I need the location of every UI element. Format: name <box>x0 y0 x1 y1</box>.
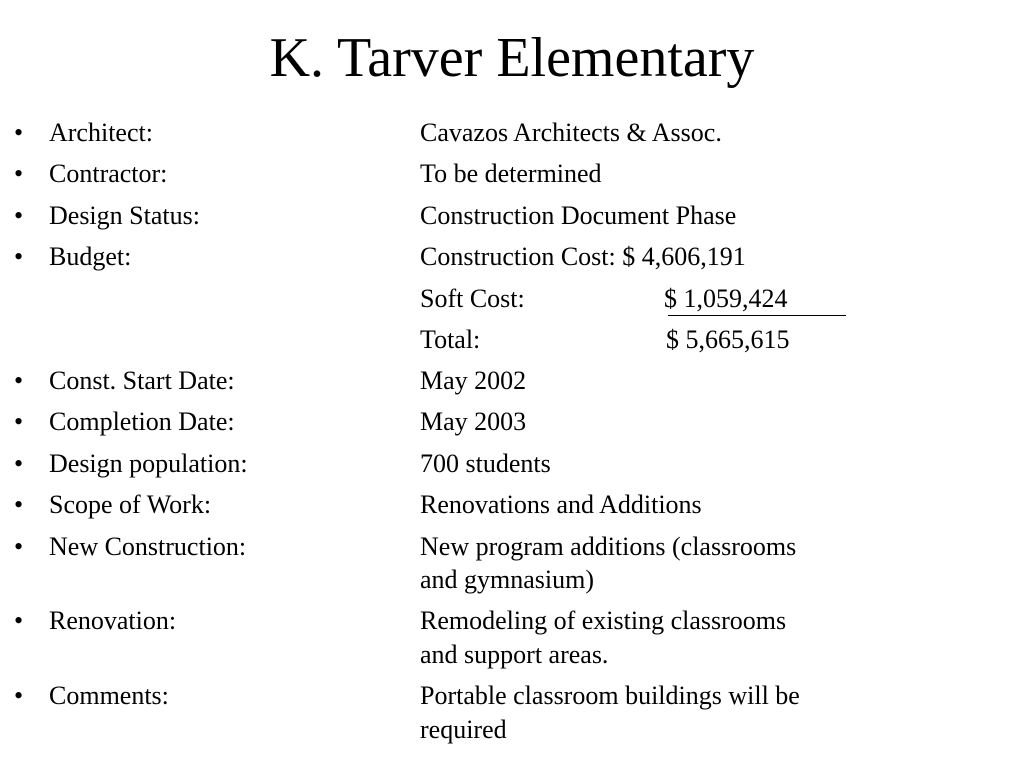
total-label: Total: <box>420 325 481 354</box>
item-value-continued: and support areas. <box>420 640 609 669</box>
item-label: Scope of Work: <box>49 490 212 519</box>
soft-cost-label: Soft Cost: <box>420 284 525 313</box>
bullet-icon: • <box>14 681 24 710</box>
item-label: Completion Date: <box>49 407 235 436</box>
bullet-icon: • <box>14 490 24 519</box>
item-value: May 2003 <box>420 407 527 436</box>
item-value: Construction Document Phase <box>420 201 737 230</box>
bullet-icon: • <box>14 449 24 478</box>
item-value: Portable classroom buildings will be <box>420 681 800 710</box>
bullet-icon: • <box>14 532 24 561</box>
item-value-continued: and gymnasium) <box>420 565 595 594</box>
budget-sum-rule <box>668 315 846 316</box>
soft-cost-amount: $ 1,059,424 <box>664 284 788 313</box>
bullet-icon: • <box>14 201 24 230</box>
bullet-icon: • <box>14 118 24 147</box>
item-value: Remodeling of existing classrooms <box>420 606 787 635</box>
item-value: New program additions (classrooms <box>420 532 797 561</box>
item-label: Const. Start Date: <box>49 366 235 395</box>
bullet-icon: • <box>14 366 24 395</box>
item-value: 700 students <box>420 449 551 478</box>
item-label: New Construction: <box>49 532 247 561</box>
item-label: Renovation: <box>49 606 177 635</box>
item-value: To be determined <box>420 159 602 188</box>
item-value: May 2002 <box>420 366 527 395</box>
item-label: Contractor: <box>49 159 168 188</box>
item-value: Cavazos Architects & Assoc. <box>420 118 722 147</box>
bullet-icon: • <box>14 242 24 271</box>
item-label: Budget: <box>49 242 132 271</box>
item-label: Design population: <box>49 449 248 478</box>
item-value-continued: required <box>420 715 507 744</box>
bullet-icon: • <box>14 159 24 188</box>
total-amount: $ 5,665,615 <box>666 325 790 354</box>
item-value: Renovations and Additions <box>420 490 702 519</box>
slide-title: K. Tarver Elementary <box>269 27 755 89</box>
item-label: Architect: <box>49 118 153 147</box>
item-label: Comments: <box>49 681 169 710</box>
item-value: Construction Cost: $ 4,606,191 <box>420 242 746 271</box>
bullet-icon: • <box>14 606 24 635</box>
bullet-icon: • <box>14 407 24 436</box>
item-label: Design Status: <box>49 201 200 230</box>
